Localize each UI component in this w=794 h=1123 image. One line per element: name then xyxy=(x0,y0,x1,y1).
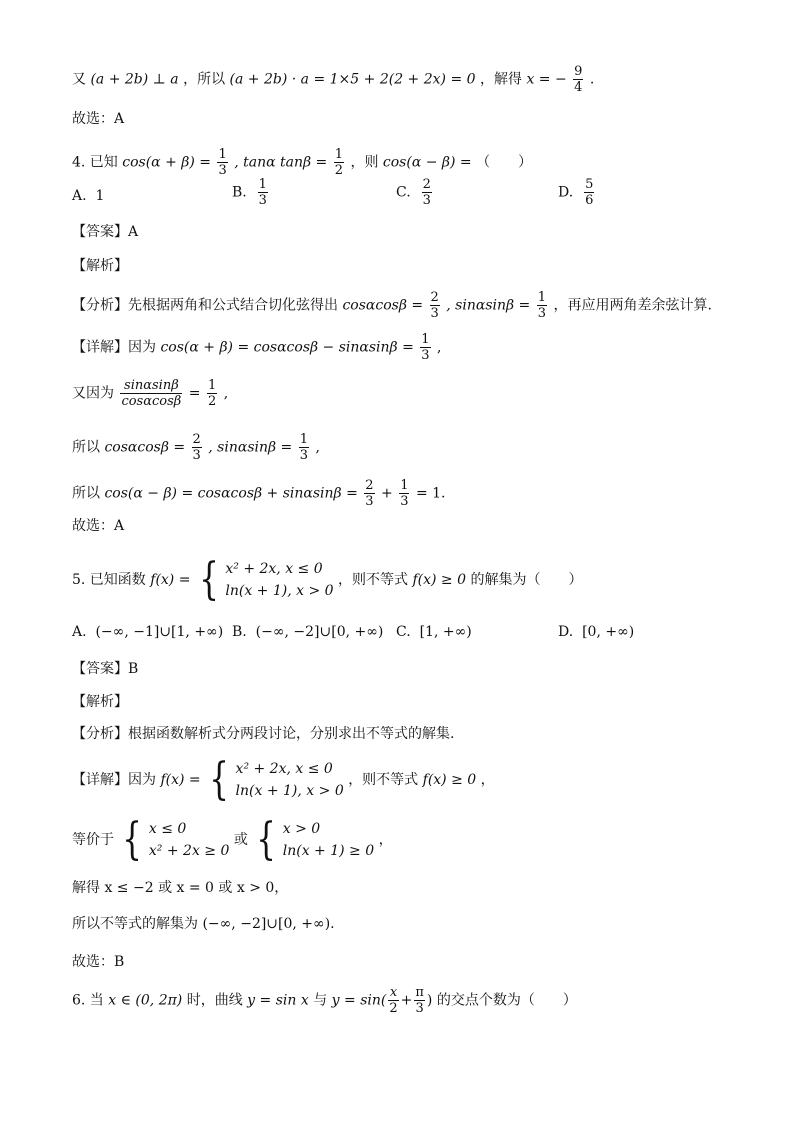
q5-detail-1: 【详解】因为 f(x) = { x² + 2x, x ≤ 0 ln(x + 1), x > 0 ，则不等式 f(x) ≥ 0 ， xyxy=(72,754,495,805)
option-b: B. $\frac{1}{3}$ xyxy=(232,177,267,208)
fraction: $\frac{1}{2}$ xyxy=(334,147,343,178)
text: ，解得 xyxy=(479,71,522,88)
option-c: C. [1, +∞) xyxy=(396,624,472,640)
math: x = − xyxy=(526,71,567,88)
math: cos(α + β) = xyxy=(122,154,212,171)
text: ，则 xyxy=(350,154,379,171)
option-d: D. [0, +∞) xyxy=(558,624,635,640)
math: (a + 2b) ⊥ a xyxy=(90,71,179,88)
q4-answer: 故选：A xyxy=(72,518,125,534)
text: 又 xyxy=(72,71,86,88)
piecewise: x² + 2x, x ≤ 0 ln(x + 1), x > 0 xyxy=(225,561,334,599)
q3-answer: 故选：A xyxy=(72,111,125,127)
text: . xyxy=(589,71,595,88)
q5-detail-2: 等价于 { x ≤ 0 x² + 2x ≥ 0 或 { x > 0 ln(x + 1) ≥ 0 ， xyxy=(72,814,393,865)
question-number: 4. 已知 xyxy=(72,154,118,171)
q4-stem xyxy=(72,147,532,178)
option-d: D. $\frac{5}{6}$ xyxy=(558,177,594,208)
q5-analysis: 【分析】根据函数解析式分两段讨论，分别求出不等式的解集. xyxy=(72,726,455,742)
q6-stem: 6. 当 x ∈ (0, 2π) 时，曲线 y = sin x 与 y = sin( $\frac{x}{2}$ + $\frac{\pi}{3}$ ) 的交点个数为（ ） xyxy=(72,985,577,1016)
option-b: B. (−∞, −2]∪[0, +∞) xyxy=(232,624,384,640)
q4-analysis: 【分析】先根据两角和公式结合切化弦得出 cosαcosβ = $\frac{2}{3}$ , sinαsinβ = $\frac{1}{3}$ ，再应用两角差余弦计算. xyxy=(72,290,712,321)
q4-detail-3: 所以 cosαcosβ = $\frac{2}{3}$ , sinαsinβ = $\frac{1}{3}$ , xyxy=(72,432,320,463)
text: ，所以 xyxy=(183,71,226,88)
q5-stem: 5. 已知函数 f(x) = { x² + 2x, x ≤ 0 ln(x + 1), x > 0 ，则不等式 f(x) ≥ 0 的解集为（ ） xyxy=(72,554,583,605)
q4-detail-1: 【详解】因为 cos(α + β) = cosαcosβ − sinαsinβ = $\frac{1}{3}$ , xyxy=(72,332,442,363)
fraction: $\frac{9}{4}$ xyxy=(574,64,583,95)
q4-analysis-tag: 【解析】 xyxy=(72,258,128,274)
q5-analysis-tag: 【解析】 xyxy=(72,694,128,710)
q5-detail-4: 所以不等式的解集为 (−∞, −2]∪[0, +∞). xyxy=(72,916,335,932)
q3-solution-line xyxy=(72,64,594,95)
fraction: $\frac{1}{3}$ xyxy=(218,147,227,178)
q5-answer-tag: 【答案】B xyxy=(72,661,139,677)
option-c: C. $\frac{2}{3}$ xyxy=(396,177,431,208)
math: , tanα tanβ = xyxy=(234,154,328,171)
math: cos(α − β) = xyxy=(382,154,472,171)
option-a: A. (−∞, −1]∪[1, +∞) xyxy=(72,624,224,640)
q4-detail-2: 又因为 $\frac{\sin\alpha\sin\beta}{\cos\alpha\cos\beta}$ = $\frac{1}{2}$ , xyxy=(72,378,229,409)
left-brace: { xyxy=(199,554,219,605)
q5-answer: 故选：B xyxy=(72,954,125,970)
q5-detail-3: 解得 x ≤ −2 或 x = 0 或 x > 0， xyxy=(72,880,289,896)
math: (a + 2b) · a = 1×5 + 2(2 + 2x) = 0 xyxy=(229,71,476,88)
q4-answer-tag: 【答案】A xyxy=(72,224,139,240)
q4-detail-4: 所以 cos(α − β) = cosαcosβ + sinαsinβ = $\frac{2}{3}$ + $\frac{1}{3}$ = 1. xyxy=(72,478,446,509)
option-a: A. 1 xyxy=(72,188,105,204)
blank: （ ） xyxy=(476,154,533,171)
